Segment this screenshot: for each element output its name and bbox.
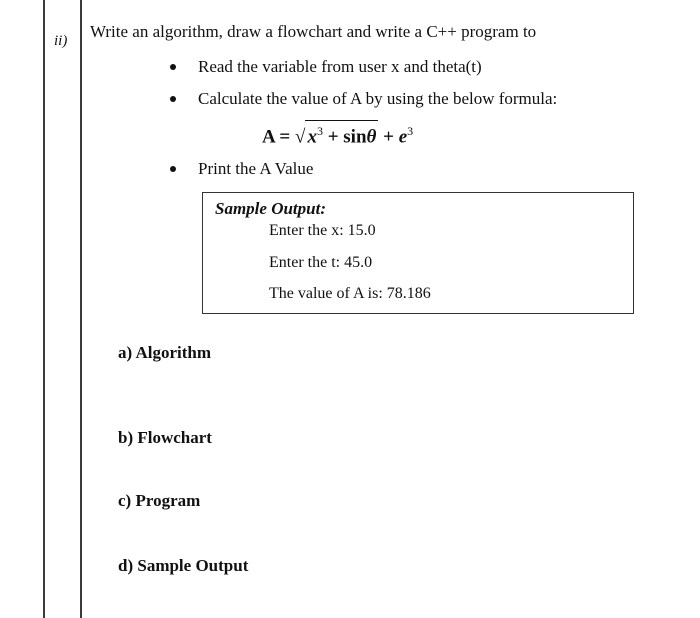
formula-x-exp: 3	[316, 124, 323, 138]
bullet-text: Print the A Value	[198, 159, 314, 178]
formula-e-exp: 3	[407, 124, 414, 138]
formula	[262, 120, 413, 148]
formula-sin: sin	[343, 126, 367, 148]
sqrt	[295, 120, 378, 148]
sqrt-sign-icon: √	[295, 126, 306, 148]
question-text: Write an algorithm, draw a flowchart and write a C++ program to	[90, 22, 537, 41]
sample-output-line: Enter the x: 15.0	[269, 222, 376, 239]
formula-plus: +	[322, 126, 344, 148]
sample-output-title: Sample Output:	[215, 199, 326, 218]
bullet-dot-icon	[170, 64, 176, 70]
bullet-dot-icon	[170, 166, 176, 172]
formula-lhs: A =	[262, 126, 295, 148]
part-algorithm: a) Algorithm	[118, 343, 212, 362]
sample-output-line: Enter the t: 45.0	[269, 254, 373, 271]
formula-e: e	[398, 126, 408, 148]
bullet-text: Calculate the value of A by using the below formula:	[198, 89, 558, 108]
left-margin-line	[43, 0, 45, 618]
question-number: ii)	[54, 33, 68, 49]
formula-theta: θ	[366, 126, 377, 148]
part-flowchart: b) Flowchart	[118, 428, 212, 447]
part-program: c) Program	[118, 491, 201, 510]
right-margin-line	[80, 0, 82, 618]
part-sample-output: d) Sample Output	[118, 556, 249, 575]
formula-plus: +	[378, 126, 399, 148]
radicand	[305, 120, 378, 147]
sample-output-line: The value of A is: 78.186	[269, 285, 431, 302]
sample-output-box	[202, 192, 634, 314]
formula-x: x	[307, 126, 317, 148]
bullet-text: Read the variable from user x and theta(t)	[198, 57, 482, 76]
bullet-dot-icon	[170, 96, 176, 102]
